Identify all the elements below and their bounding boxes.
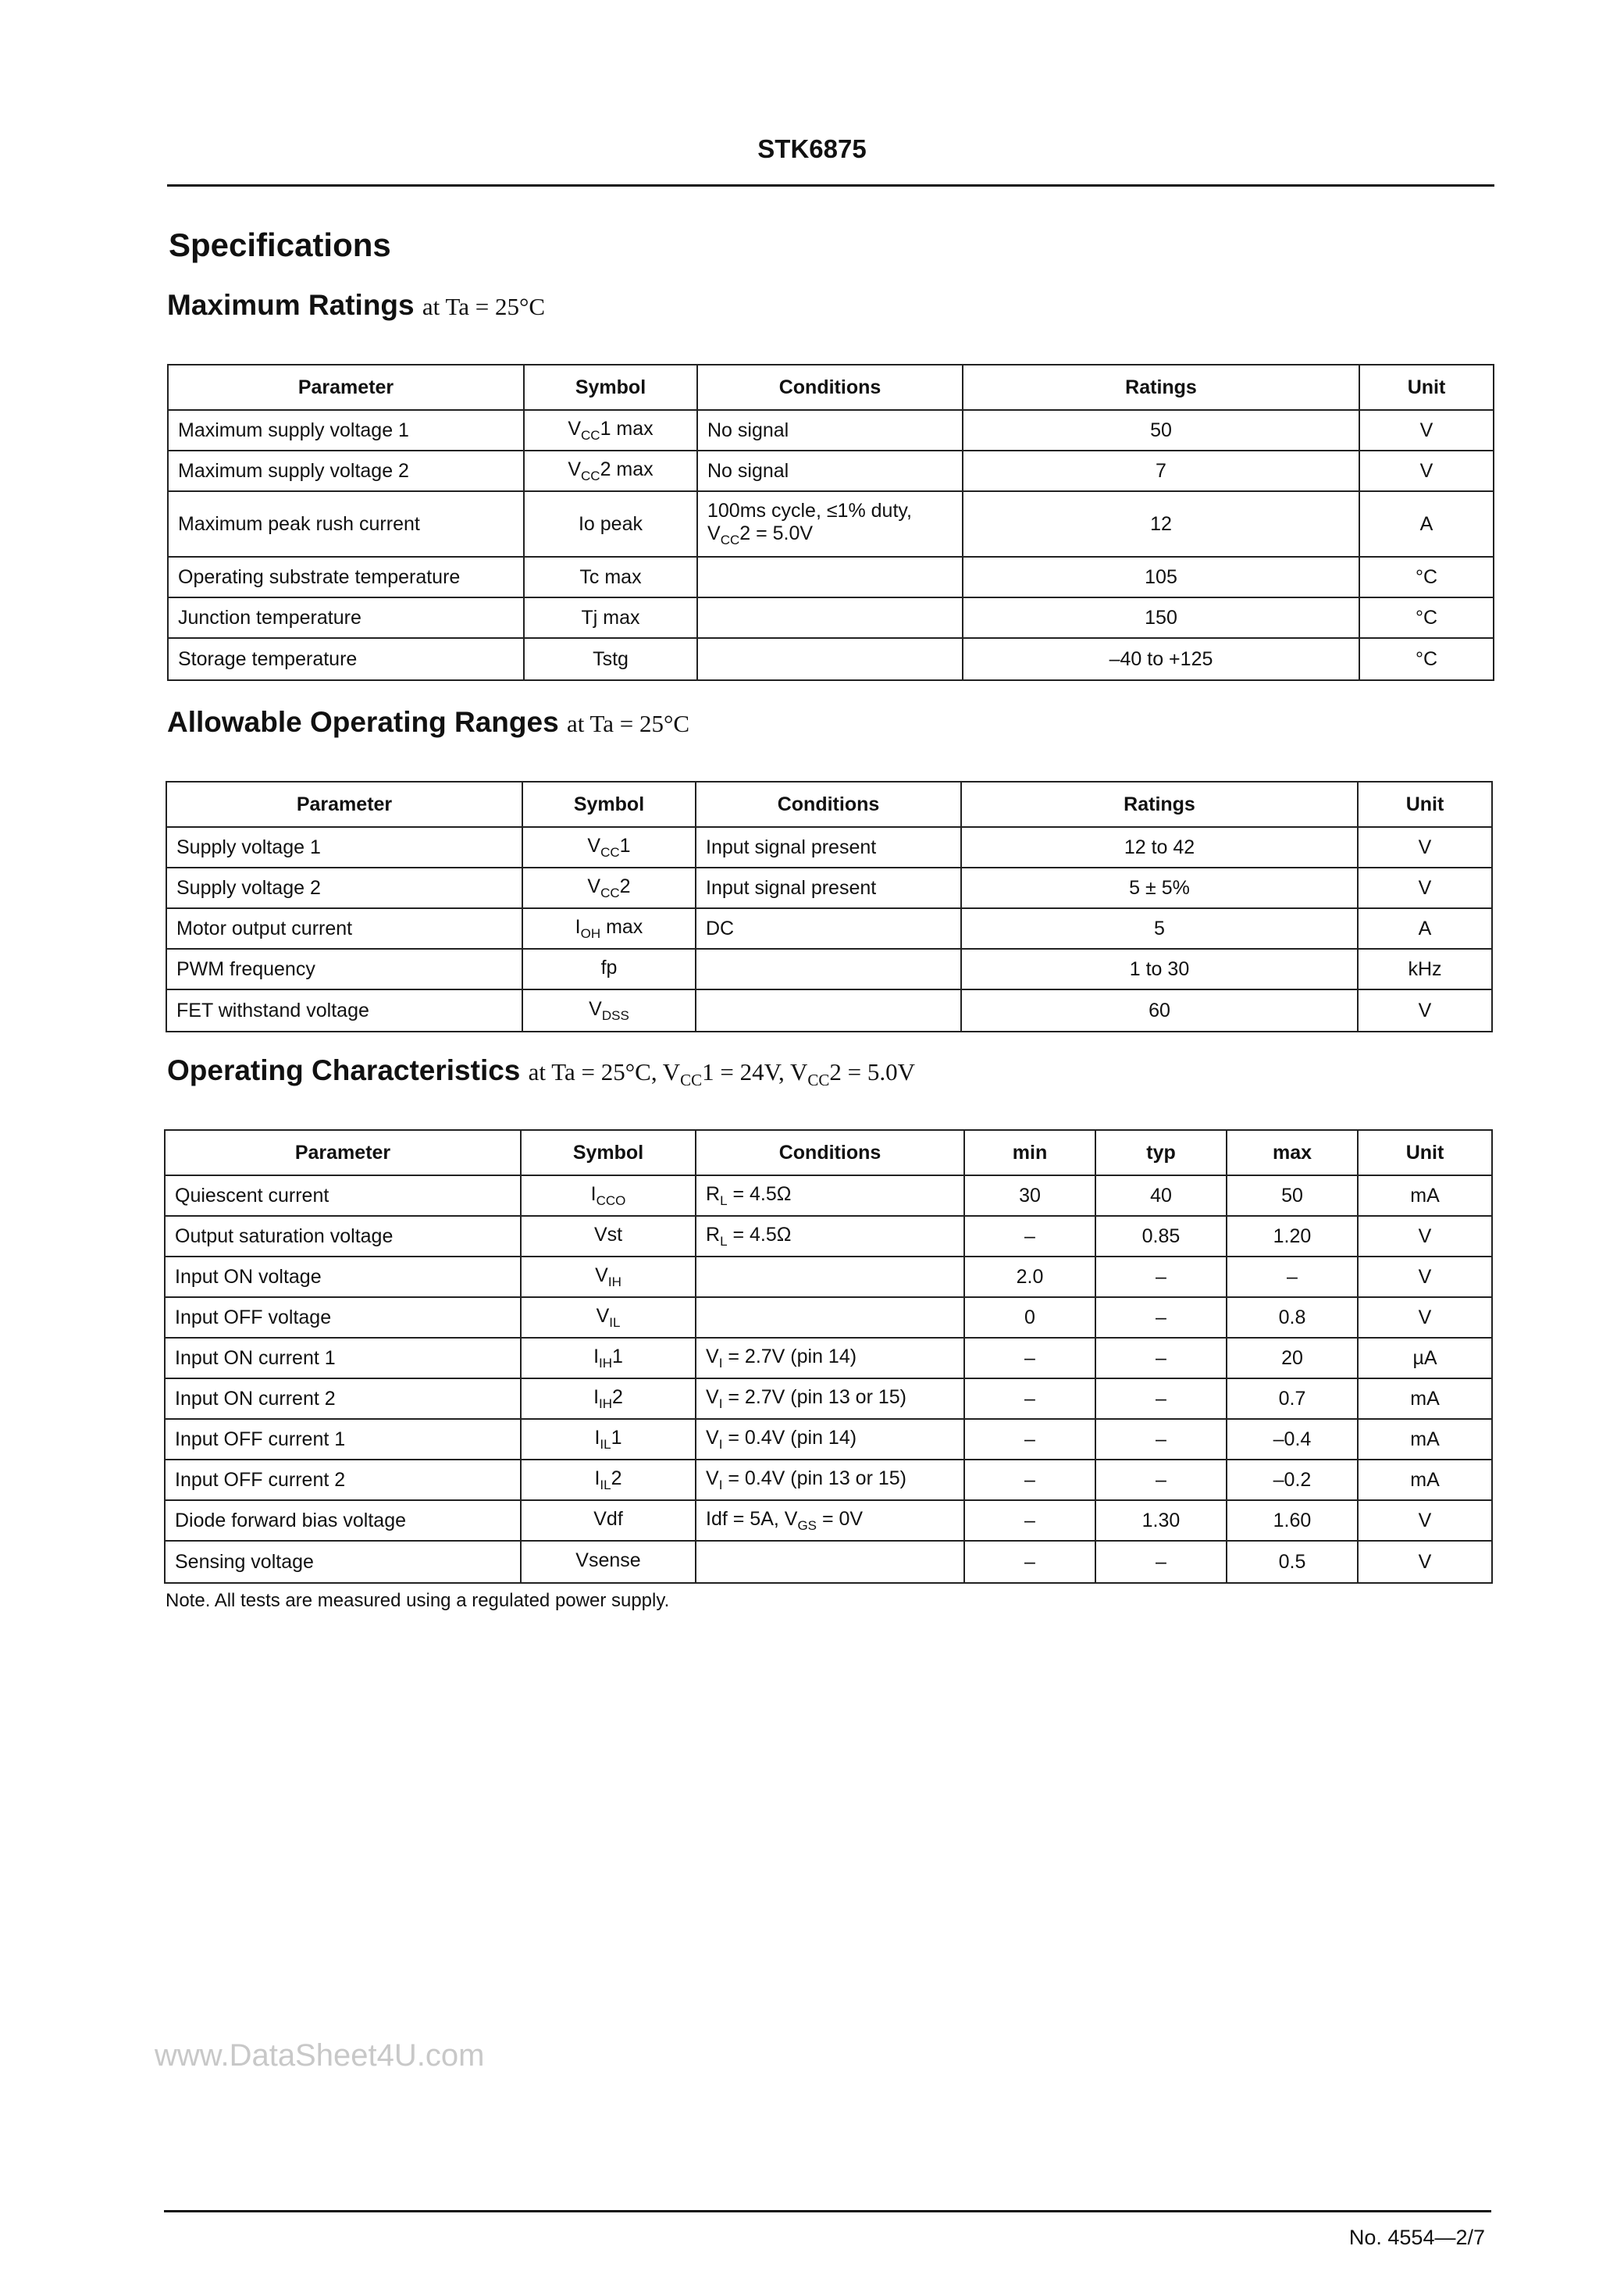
- parameter-cell: Output saturation voltage: [165, 1216, 521, 1257]
- table-row: [165, 1460, 1492, 1500]
- table-row: [168, 410, 1494, 451]
- symbol-cell: $V_{CC}2$ max: [524, 451, 697, 491]
- ratings-cell: 60: [961, 989, 1358, 1032]
- conditions-cell: Input signal present: [696, 868, 961, 908]
- operating-characteristics-title: Operating Characteristics: [167, 1054, 521, 1086]
- conditions-cell: [696, 989, 961, 1032]
- symbol-cell: $V_{CC}1$ max: [524, 410, 697, 451]
- operating-ranges-condition: at Ta = 25°C: [566, 710, 690, 737]
- col-header-symbol: Symbol: [524, 365, 697, 410]
- unit-cell: V: [1358, 1541, 1492, 1583]
- typ-cell: 40: [1095, 1175, 1227, 1216]
- symbol-cell: Tj max: [524, 597, 697, 638]
- unit-cell: kHz: [1358, 949, 1492, 989]
- table-row: [165, 1216, 1492, 1257]
- parameter-cell: Maximum supply voltage 2: [168, 451, 524, 491]
- col-header-ratings: Ratings: [961, 782, 1358, 827]
- operating-characteristics-table: [164, 1129, 1493, 1584]
- ratings-cell: 12: [963, 491, 1359, 557]
- conditions-cell: $V_I = 2.7V$ (pin 13 or 15): [696, 1378, 964, 1419]
- col-header-conditions: Conditions: [697, 365, 963, 410]
- max-cell: 0.7: [1227, 1378, 1358, 1419]
- table-row: [168, 491, 1494, 557]
- symbol-cell: $I_{IH}2$: [521, 1378, 696, 1419]
- unit-cell: µA: [1358, 1338, 1492, 1378]
- max-cell: –: [1227, 1257, 1358, 1297]
- unit-cell: V: [1359, 451, 1494, 491]
- col-header-unit: Unit: [1359, 365, 1494, 410]
- table-row: [168, 638, 1494, 680]
- symbol-cell: $I_{OH}$ max: [522, 908, 696, 949]
- ratings-cell: –40 to +125: [963, 638, 1359, 680]
- ratings-cell: 1 to 30: [961, 949, 1358, 989]
- parameter-cell: Input ON current 1: [165, 1338, 521, 1378]
- typ-cell: –: [1095, 1297, 1227, 1338]
- parameter-cell: Sensing voltage: [165, 1541, 521, 1583]
- symbol-cell: Vdf: [521, 1500, 696, 1541]
- conditions-cell: $R_L = 4.5\Omega$: [696, 1216, 964, 1257]
- parameter-cell: Operating substrate temperature: [168, 557, 524, 597]
- table-row: [166, 908, 1492, 949]
- unit-cell: mA: [1358, 1378, 1492, 1419]
- unit-cell: mA: [1358, 1175, 1492, 1216]
- unit-cell: mA: [1358, 1460, 1492, 1500]
- ratings-cell: 5 ± 5%: [961, 868, 1358, 908]
- specifications-heading: Specifications: [169, 226, 391, 263]
- symbol-cell: $V_{IH}$: [521, 1257, 696, 1297]
- ratings-cell: 50: [963, 410, 1359, 451]
- parameter-cell: Diode forward bias voltage: [165, 1500, 521, 1541]
- col-header-conditions: Conditions: [696, 782, 961, 827]
- max-cell: 1.20: [1227, 1216, 1358, 1257]
- typ-cell: –: [1095, 1378, 1227, 1419]
- table-row: [166, 949, 1492, 989]
- table-row: [166, 827, 1492, 868]
- max-ratings-table: [167, 364, 1494, 681]
- symbol-cell: $I_{CCO}$: [521, 1175, 696, 1216]
- col-header-conditions: Conditions: [696, 1130, 964, 1175]
- col-header-unit: Unit: [1358, 1130, 1492, 1175]
- ratings-cell: 105: [963, 557, 1359, 597]
- parameter-cell: Maximum supply voltage 1: [168, 410, 524, 451]
- table-header-row: [165, 1130, 1492, 1175]
- max-cell: 20: [1227, 1338, 1358, 1378]
- col-header-typ: typ: [1095, 1130, 1227, 1175]
- unit-cell: V: [1358, 989, 1492, 1032]
- symbol-cell: $V_{DSS}$: [522, 989, 696, 1032]
- table-row: [165, 1297, 1492, 1338]
- min-cell: 0: [964, 1297, 1095, 1338]
- ratings-cell: 12 to 42: [961, 827, 1358, 868]
- conditions-cell: [696, 1541, 964, 1583]
- conditions-cell: 100ms cycle, ≤1% duty, $V_{CC}2 = 5.0V$: [697, 491, 963, 557]
- typ-cell: –: [1095, 1338, 1227, 1378]
- unit-cell: V: [1358, 1257, 1492, 1297]
- typ-cell: –: [1095, 1257, 1227, 1297]
- symbol-cell: $I_{IL}2$: [521, 1460, 696, 1500]
- table-row: [165, 1419, 1492, 1460]
- max-cell: 1.60: [1227, 1500, 1358, 1541]
- unit-cell: V: [1359, 410, 1494, 451]
- page-number: No. 4554—2/7: [1348, 2226, 1485, 2249]
- table-row: [166, 989, 1492, 1032]
- min-cell: –: [964, 1378, 1095, 1419]
- typ-cell: –: [1095, 1541, 1227, 1583]
- symbol-cell: $I_{IH}1$: [521, 1338, 696, 1378]
- max-cell: –0.2: [1227, 1460, 1358, 1500]
- symbol-cell: Tc max: [524, 557, 697, 597]
- conditions-cell: $V_I = 0.4V$ (pin 14): [696, 1419, 964, 1460]
- parameter-cell: Junction temperature: [168, 597, 524, 638]
- parameter-cell: Input OFF voltage: [165, 1297, 521, 1338]
- operating-ranges-title: Allowable Operating Ranges: [167, 706, 559, 738]
- max-ratings-condition: at Ta = 25°C: [422, 293, 546, 320]
- operating-characteristics-heading: [167, 1054, 915, 1090]
- parameter-cell: Supply voltage 2: [166, 868, 522, 908]
- conditions-cell: Input signal present: [696, 827, 961, 868]
- unit-cell: V: [1358, 1216, 1492, 1257]
- footnote: Note. All tests are measured using a regulated power supply.: [166, 1590, 670, 1611]
- conditions-cell: [697, 557, 963, 597]
- parameter-cell: Maximum peak rush current: [168, 491, 524, 557]
- ratings-cell: 5: [961, 908, 1358, 949]
- symbol-cell: Vsense: [521, 1541, 696, 1583]
- footer-rule: [164, 2210, 1491, 2212]
- table-row: [165, 1175, 1492, 1216]
- unit-cell: °C: [1359, 597, 1494, 638]
- col-header-max: max: [1227, 1130, 1358, 1175]
- symbol-cell: $V_{CC}2$: [522, 868, 696, 908]
- conditions-cell: DC: [696, 908, 961, 949]
- unit-cell: V: [1358, 868, 1492, 908]
- min-cell: –: [964, 1419, 1095, 1460]
- max-cell: –0.4: [1227, 1419, 1358, 1460]
- col-header-parameter: Parameter: [168, 365, 524, 410]
- unit-cell: V: [1358, 1500, 1492, 1541]
- operating-ranges-table: [166, 781, 1493, 1032]
- parameter-cell: Input OFF current 2: [165, 1460, 521, 1500]
- min-cell: –: [964, 1500, 1095, 1541]
- min-cell: –: [964, 1216, 1095, 1257]
- typ-cell: 1.30: [1095, 1500, 1227, 1541]
- max-cell: 0.8: [1227, 1297, 1358, 1338]
- conditions-cell: $V_I = 2.7V$ (pin 14): [696, 1338, 964, 1378]
- col-header-ratings: Ratings: [963, 365, 1359, 410]
- watermark-text: www.DataSheet4U.com: [155, 2038, 485, 2073]
- parameter-cell: Input ON voltage: [165, 1257, 521, 1297]
- max-ratings-title: Maximum Ratings: [167, 289, 415, 321]
- unit-cell: °C: [1359, 638, 1494, 680]
- table-row: [168, 597, 1494, 638]
- symbol-cell: $V_{IL}$: [521, 1297, 696, 1338]
- max-cell: 50: [1227, 1175, 1358, 1216]
- col-header-symbol: Symbol: [521, 1130, 696, 1175]
- characteristics-rows: [165, 1175, 1492, 1583]
- symbol-cell: Io peak: [524, 491, 697, 557]
- min-cell: 2.0: [964, 1257, 1095, 1297]
- col-header-min: min: [964, 1130, 1095, 1175]
- conditions-cell: No signal: [697, 451, 963, 491]
- unit-cell: A: [1358, 908, 1492, 949]
- symbol-cell: fp: [522, 949, 696, 989]
- parameter-cell: Supply voltage 1: [166, 827, 522, 868]
- parameter-cell: Input ON current 2: [165, 1378, 521, 1419]
- conditions-cell: [696, 1297, 964, 1338]
- typ-cell: –: [1095, 1460, 1227, 1500]
- parameter-cell: FET withstand voltage: [166, 989, 522, 1032]
- table-row: [168, 557, 1494, 597]
- ratings-cell: 7: [963, 451, 1359, 491]
- parameter-cell: Storage temperature: [168, 638, 524, 680]
- min-cell: –: [964, 1338, 1095, 1378]
- unit-cell: V: [1358, 1297, 1492, 1338]
- conditions-cell: No signal: [697, 410, 963, 451]
- min-cell: –: [964, 1460, 1095, 1500]
- table-row: [166, 868, 1492, 908]
- parameter-cell: Motor output current: [166, 908, 522, 949]
- col-header-symbol: Symbol: [522, 782, 696, 827]
- min-cell: –: [964, 1541, 1095, 1583]
- table-header-row: [168, 365, 1494, 410]
- table-row: [165, 1541, 1492, 1583]
- unit-cell: °C: [1359, 557, 1494, 597]
- col-header-parameter: Parameter: [166, 782, 522, 827]
- ratings-cell: 150: [963, 597, 1359, 638]
- conditions-cell: Idf = 5A, $V_{GS} = 0V$: [696, 1500, 964, 1541]
- min-cell: 30: [964, 1175, 1095, 1216]
- table-header-row: [166, 782, 1492, 827]
- conditions-cell: $R_L = 4.5\Omega$: [696, 1175, 964, 1216]
- typ-cell: 0.85: [1095, 1216, 1227, 1257]
- parameter-cell: PWM frequency: [166, 949, 522, 989]
- conditions-cell: [696, 1257, 964, 1297]
- typ-cell: –: [1095, 1419, 1227, 1460]
- max-ratings-heading: [167, 289, 545, 322]
- parameter-cell: Input OFF current 1: [165, 1419, 521, 1460]
- col-header-parameter: Parameter: [165, 1130, 521, 1175]
- table-row: [165, 1378, 1492, 1419]
- conditions-cell: [697, 638, 963, 680]
- operating-characteristics-condition: at Ta = 25°C, $V_{CC}1 = 24V$, $V_{CC}2 = 5.0V$: [528, 1058, 916, 1090]
- symbol-cell: $V_{CC}1$: [522, 827, 696, 868]
- symbol-cell: Tstg: [524, 638, 697, 680]
- table-row: [165, 1338, 1492, 1378]
- conditions-cell: [696, 949, 961, 989]
- symbol-cell: $I_{IL}1$: [521, 1419, 696, 1460]
- max-cell: 0.5: [1227, 1541, 1358, 1583]
- unit-cell: V: [1358, 827, 1492, 868]
- table-row: [165, 1500, 1492, 1541]
- table-row: [168, 451, 1494, 491]
- table-row: [165, 1257, 1492, 1297]
- unit-cell: A: [1359, 491, 1494, 557]
- document-header-title: STK6875: [757, 134, 867, 163]
- symbol-cell: Vst: [521, 1216, 696, 1257]
- conditions-cell: [697, 597, 963, 638]
- parameter-cell: Quiescent current: [165, 1175, 521, 1216]
- unit-cell: mA: [1358, 1419, 1492, 1460]
- header-rule: [167, 184, 1494, 187]
- conditions-cell: $V_I = 0.4V$ (pin 13 or 15): [696, 1460, 964, 1500]
- operating-ranges-heading: [167, 706, 689, 739]
- col-header-unit: Unit: [1358, 782, 1492, 827]
